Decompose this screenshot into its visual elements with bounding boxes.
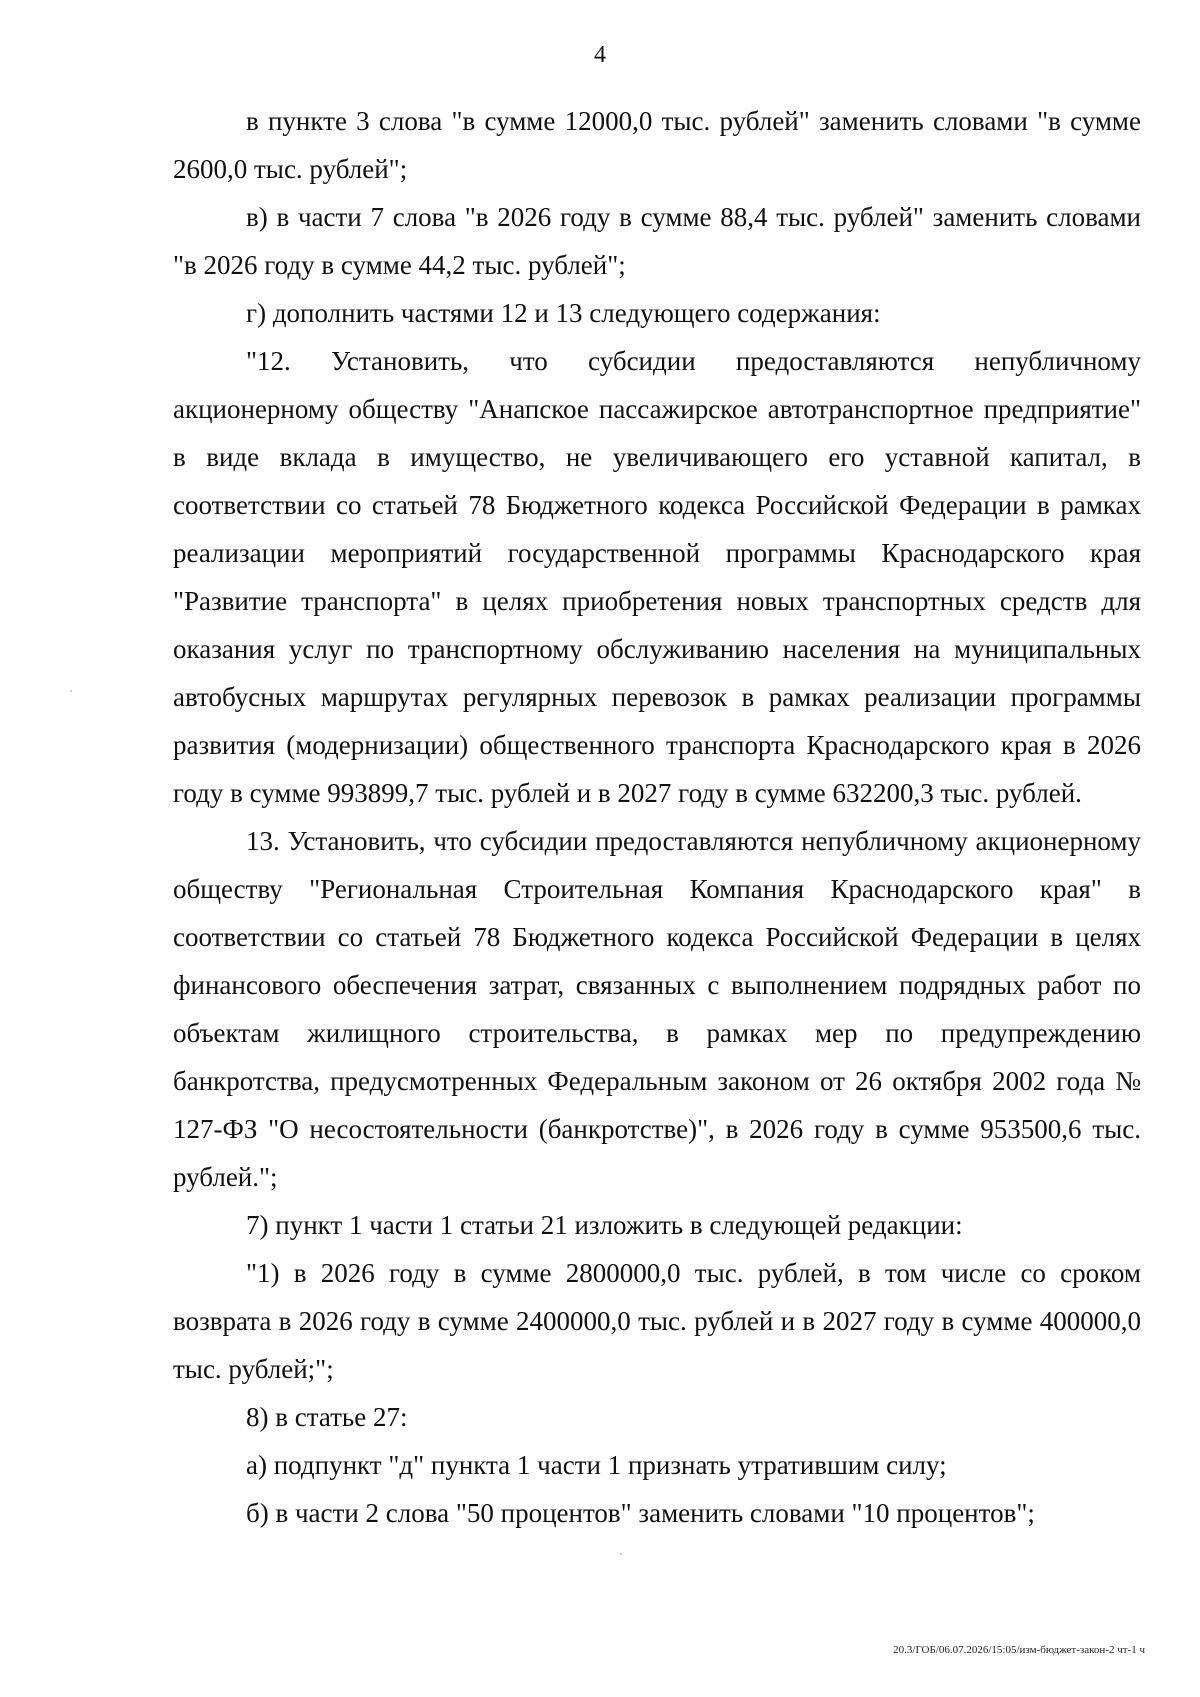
document-footer-code: 20.3/ГОБ/06.07.2026/15:05/изм-бюджет-закон-2 чт-1 ч [893, 1644, 1145, 1656]
document-body [173, 97, 1141, 1537]
paragraph-article-21-new-text: "1) в 2026 году в сумме 2800000,0 тыс. рублей, в том числе со сроком возврата в 2026 году в сумме 2400000,0 тыс. рублей и в 2027 году в сумме 400000,0 тыс. рублей;"; [173, 1258, 1141, 1384]
page-number: 4 [594, 42, 606, 68]
paragraph-item-3-replacement: в пункте 3 слова "в сумме 12000,0 тыс. рублей" заменить словами "в сумме 2600,0 тыс. рублей"; [173, 106, 1141, 184]
scan-speck [70, 690, 72, 692]
paragraph-part-7-replacement: в) в части 7 слова "в 2026 году в сумме 88,4 тыс. рублей" заменить словами "в 2026 году в сумме 44,2 тыс. рублей"; [173, 202, 1141, 280]
paragraph-article-27: 8) в статье 27: [246, 1402, 408, 1432]
paragraph-article-21-amendment: 7) пункт 1 части 1 статьи 21 изложить в следующей редакции: [246, 1210, 963, 1240]
paragraph-part-12: "12. Установить, что субсидии предоставляются непубличному акционерному обществу "Анапское пассажирское автотранспортное предприятие" в виде вклада в имущество, не увеличивающего его уставной капитал, в соответствии со статьей 78 Бюджетного кодекса Российской Федерации в рамках реализации мероприятий государственной программы Краснодарского края "Развитие транспорта" в целях приобретения новых транспортных средств для оказания услуг по транспортному обслуживанию населения на муниципальных автобусных маршрутах регулярных перевозок в рамках реализации программы развития (модернизации) общественного транспорта Краснодарского края в 2026 году в сумме 993899,7 тыс. рублей и в 2027 году в сумме 632200,3 тыс. рублей. [173, 346, 1141, 808]
paragraph-article-27-a: а) подпункт "д" пункта 1 части 1 признать утратившим силу; [246, 1450, 947, 1480]
scan-speck [620, 1553, 622, 1555]
paragraph-article-27-b: б) в части 2 слова "50 процентов" заменить словами "10 процентов"; [246, 1498, 1035, 1528]
paragraph-add-parts-12-13: г) дополнить частями 12 и 13 следующего содержания: [246, 298, 881, 328]
paragraph-part-13: 13. Установить, что субсидии предоставляются непубличному акционерному обществу "Региональная Строительная Компания Краснодарского края" в соответствии со статьей 78 Бюджетного кодекса Российской Федерации в целях финансового обеспечения затрат, связанных с выполнением подрядных работ по объектам жилищного строительства, в рамках мер по предупреждению банкротства, предусмотренных Федеральным законом от 26 октября 2002 года № 127-ФЗ "О несостоятельности (банкротстве)", в 2026 году в сумме 953500,6 тыс. рублей."; [173, 826, 1141, 1192]
